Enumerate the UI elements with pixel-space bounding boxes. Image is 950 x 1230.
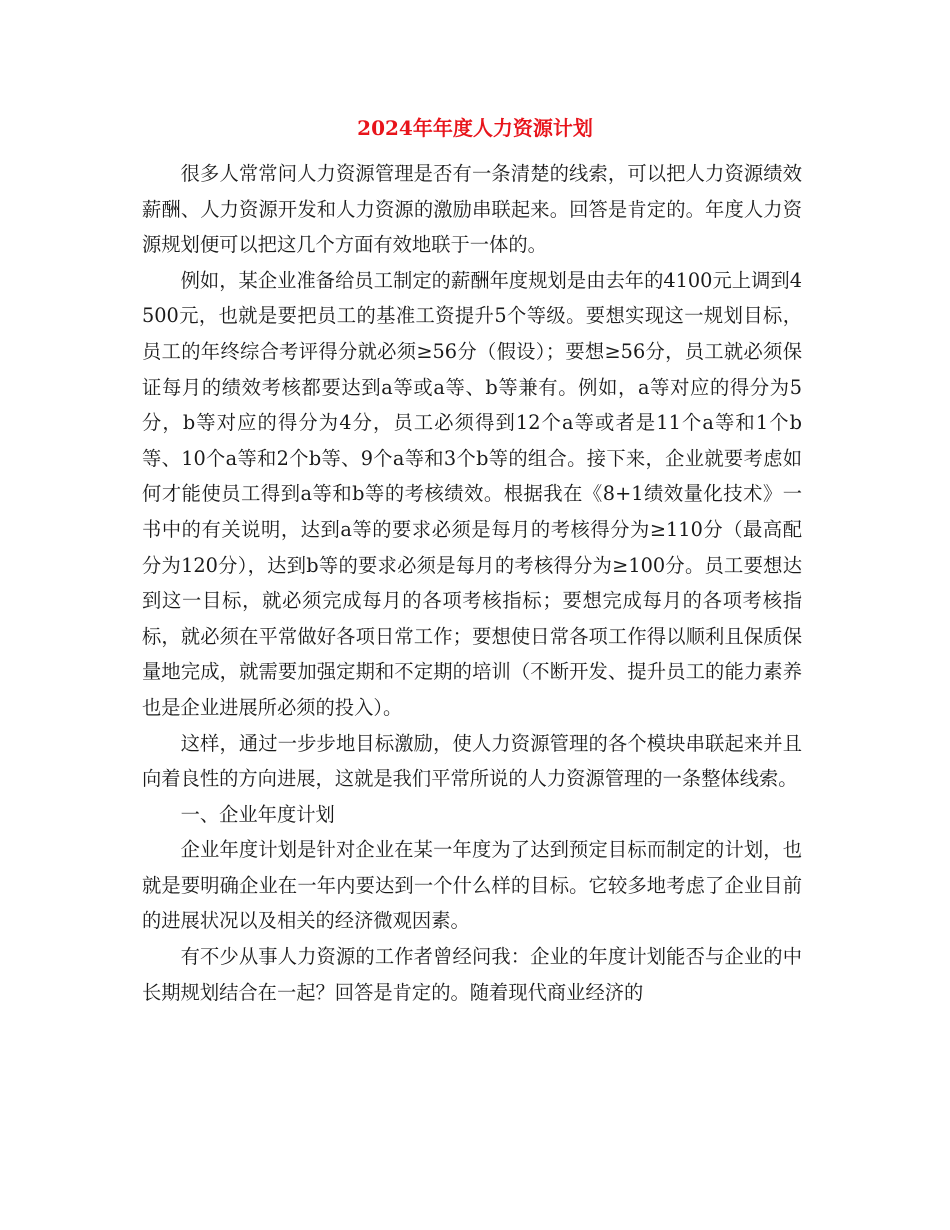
document-body: [142, 156, 802, 1010]
paragraph-intro: 很多人常常问人力资源管理是否有一条清楚的线索，可以把人力资源绩效薪酬、人力资源开发和人力资源的激励串联起来。回答是肯定的。年度人力资源规划便可以把这几个方面有效地联于一体的。: [142, 162, 802, 257]
section-heading: 一、企业年度计划: [180, 802, 335, 826]
document-title: 2024年年度人力资源计划: [357, 116, 593, 140]
paragraph-question: 有不少从事人力资源的工作者曾经问我：企业的年度计划能否与企业的中长期规划结合在一起？回答是肯定的。随着现代商业经济的: [142, 945, 802, 1004]
paragraph-summary: 这样，通过一步步地目标激励，使人力资源管理的各个模块串联起来并且向着良性的方向进展，这就是我们平常所说的人力资源管理的一条整体线索。: [142, 731, 802, 791]
paragraph-example: 例如，某企业准备给员工制定的薪酬年度规划是由去年的4100元上调到4500元，也就是要把员工的基准工资提升5个等级。要想实现这一规划目标，员工的年终综合考评得分就必须≥56分（假设）；要想≥56分，员工就必须保证每月的绩效考核都要达到a等或a等、b等兼有。例如，a等对应的得分为5分，b等对应的得分为4分，员工必须得到12个a等或者是11个a等和1个b等、10个a等和2个b等、9个a等和3个b等的组合。接下来，企业就要考虑如何才能使员工得到a等和b等的考核绩效。根据我在《8+1绩效量化技术》一书中的有关说明，达到a等的要求必须是每月的考核得分为≥110分（最高配分为120分），达到b等的要求必须是每月的考核得分为≥100分。员工要想达到这一目标，就必须完成每月的各项考核指标；要想完成每月的各项考核指标，就必须在平常做好各项日常工作；要想使日常各项工作得以顺利且保质保量地完成，就需要加强定期和不定期的培训（不断开发、提升员工的能力素养也是企业进展所必须的投入）。: [142, 268, 802, 719]
paragraph-annual-plan: 企业年度计划是针对企业在某一年度为了达到预定目标而制定的计划，也就是要明确企业在一年内要达到一个什么样的目标。它较多地考虑了企业目前的进展状况以及相关的经济微观因素。: [142, 838, 802, 933]
